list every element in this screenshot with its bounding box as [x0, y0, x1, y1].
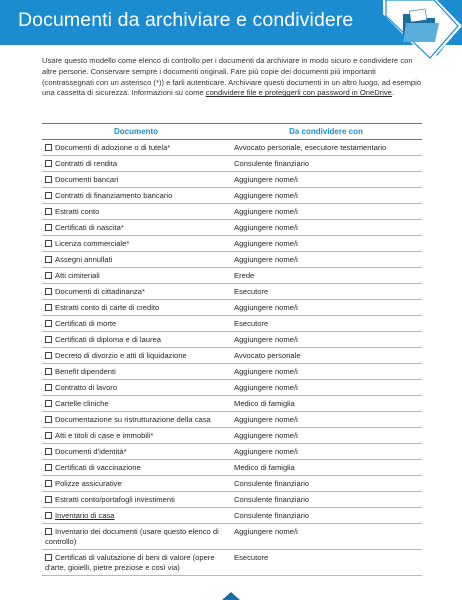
document-label: Atti e titoli di case e immobili*: [55, 431, 154, 440]
document-cell: [42, 236, 230, 252]
share-with-cell: Aggiungere nome/i: [230, 524, 422, 550]
page-marker-triangle: [222, 592, 240, 600]
share-with-cell: Aggiungere nome/i: [230, 412, 422, 428]
document-cell: [42, 252, 230, 268]
table-row: [42, 524, 422, 550]
document-cell: [42, 268, 230, 284]
intro-paragraph: [42, 56, 422, 99]
share-with-cell: Erede: [230, 268, 422, 284]
share-with-cell: Aggiungere nome/i: [230, 188, 422, 204]
table-row: [42, 508, 422, 524]
folder-icon: [355, 0, 462, 64]
column-header-share-with: Da condividere con: [230, 124, 422, 140]
document-cell: [42, 220, 230, 236]
table-row: [42, 188, 422, 204]
document-cell: [42, 476, 230, 492]
table-row: [42, 140, 422, 156]
table-row: [42, 268, 422, 284]
document-cell: [42, 396, 230, 412]
document-cell: [42, 380, 230, 396]
checkbox[interactable]: [45, 192, 52, 199]
document-cell: [42, 172, 230, 188]
document-label: Certificati di diploma e di laurea: [55, 335, 161, 344]
checkbox[interactable]: [45, 496, 52, 503]
table-row: [42, 204, 422, 220]
share-with-cell: Medico di famiglia: [230, 460, 422, 476]
checkbox[interactable]: [45, 224, 52, 231]
table-row: [42, 300, 422, 316]
share-with-cell: Aggiungere nome/i: [230, 364, 422, 380]
checkbox[interactable]: [45, 272, 52, 279]
checkbox[interactable]: [45, 336, 52, 343]
checkbox[interactable]: [45, 352, 52, 359]
checkbox[interactable]: [45, 528, 52, 535]
checkbox[interactable]: [45, 320, 52, 327]
table-row: [42, 428, 422, 444]
share-with-cell: Consulente finanziario: [230, 508, 422, 524]
share-with-cell: Esecutore: [230, 316, 422, 332]
table-row: [42, 550, 422, 576]
table-row: [42, 156, 422, 172]
table-row: [42, 380, 422, 396]
intro-text: Usare questo modello come elenco di controllo per i documenti da archiviare in modo sicuro e condividere con altre persone. Conservare sempre i documenti originali. Fare più copie dei documenti più importanti (contrassegnati con un asterisco (*)) e farli autenticare. Archiviare questi documenti in un altro luogo, ad esempio una cassetta di sicurezza. Informazioni su come: [42, 56, 422, 98]
share-with-cell: Aggiungere nome/i: [230, 220, 422, 236]
document-label: Certificati di valutazione di beni di valore (opere d'arte, gioielli, pietre preziose e così via): [45, 553, 215, 572]
table-row: [42, 492, 422, 508]
document-cell: [42, 444, 230, 460]
document-cell: [42, 364, 230, 380]
document-cell: [42, 348, 230, 364]
document-cell: [42, 156, 230, 172]
checkbox[interactable]: [45, 368, 52, 375]
document-cell: [42, 204, 230, 220]
document-label: Polizze assicurative: [55, 479, 122, 488]
checkbox[interactable]: [45, 144, 52, 151]
document-cell: [42, 524, 230, 550]
checkbox[interactable]: [45, 432, 52, 439]
document-label: Certificati di nascita*: [55, 223, 124, 232]
table-body: [42, 140, 422, 576]
share-with-cell: Esecutore: [230, 550, 422, 576]
table-row: [42, 220, 422, 236]
document-label: Contratto di lavoro: [55, 383, 118, 392]
document-cell: [42, 188, 230, 204]
share-with-cell: Consulente finanziario: [230, 492, 422, 508]
document-label: Contratti di finanziamento bancario: [55, 191, 173, 200]
share-with-cell: Aggiungere nome/i: [230, 236, 422, 252]
document-cell: [42, 140, 230, 156]
document-label: Documenti di adozione o di tutela*: [55, 143, 171, 152]
document-label: Decreto di divorzio e atti di liquidazione: [55, 351, 187, 360]
document-label[interactable]: Inventario di casa: [55, 511, 115, 520]
table-row: [42, 476, 422, 492]
document-cell: [42, 550, 230, 576]
table-row: [42, 236, 422, 252]
table-row: [42, 396, 422, 412]
document-label: Assegni annullati: [55, 255, 113, 264]
share-with-cell: Esecutore: [230, 284, 422, 300]
page-title: Documenti da archiviare e condividere: [18, 9, 354, 31]
onedrive-link[interactable]: condividere file e proteggerli con password in OneDrive: [205, 88, 392, 98]
document-label: Cartelle cliniche: [55, 399, 109, 408]
share-with-cell: Aggiungere nome/i: [230, 380, 422, 396]
document-cell: [42, 316, 230, 332]
document-cell: [42, 284, 230, 300]
checkbox[interactable]: [45, 554, 52, 561]
document-label: Licenza commerciale*: [55, 239, 130, 248]
table-header-row: [42, 124, 422, 140]
document-label: Estratti conto: [55, 207, 100, 216]
documents-table: [42, 123, 422, 576]
column-header-document: Documento: [42, 124, 230, 140]
share-with-cell: Medico di famiglia: [230, 396, 422, 412]
document-cell: [42, 412, 230, 428]
share-with-cell: Aggiungere nome/i: [230, 332, 422, 348]
share-with-cell: Consulente finanziario: [230, 156, 422, 172]
table-row: [42, 444, 422, 460]
checkbox[interactable]: [45, 240, 52, 247]
table-row: [42, 316, 422, 332]
share-with-cell: Aggiungere nome/i: [230, 204, 422, 220]
table-row: [42, 284, 422, 300]
share-with-cell: Aggiungere nome/i: [230, 300, 422, 316]
checkbox[interactable]: [45, 480, 52, 487]
document-label: Documentazione su ristrutturazione della casa: [55, 415, 211, 424]
document-label: Certificati di vaccinazione: [55, 463, 141, 472]
checkbox[interactable]: [45, 512, 52, 519]
document-label: Documenti bancari: [55, 175, 119, 184]
checkbox[interactable]: [45, 208, 52, 215]
checkbox[interactable]: [45, 304, 52, 311]
document-cell: [42, 428, 230, 444]
table-row: [42, 332, 422, 348]
share-with-cell: Aggiungere nome/i: [230, 252, 422, 268]
share-with-cell: Aggiungere nome/i: [230, 172, 422, 188]
table-row: [42, 364, 422, 380]
document-cell: [42, 332, 230, 348]
table-row: [42, 460, 422, 476]
checkbox[interactable]: [45, 384, 52, 391]
checkbox[interactable]: [45, 400, 52, 407]
intro-end: .: [391, 88, 395, 98]
document-label: Estratti conto di carte di credito: [55, 303, 160, 312]
checkbox[interactable]: [45, 448, 52, 455]
checkbox[interactable]: [45, 464, 52, 471]
checkbox[interactable]: [45, 416, 52, 423]
document-label: Benefit dipendenti: [55, 367, 116, 376]
checkbox[interactable]: [45, 160, 52, 167]
document-label: Contratti di rendita: [55, 159, 118, 168]
share-with-cell: Avvocato personale, esecutore testamentario: [230, 140, 422, 156]
table-row: [42, 412, 422, 428]
document-cell: [42, 300, 230, 316]
document-label: Atti cimiteriali: [55, 271, 100, 280]
table-row: [42, 172, 422, 188]
share-with-cell: Avvocato personale: [230, 348, 422, 364]
checkbox[interactable]: [45, 176, 52, 183]
document-cell: [42, 492, 230, 508]
document-label: Documenti di cittadinanza*: [55, 287, 145, 296]
document-cell: [42, 508, 230, 524]
document-label: Estratti conto/portafogli investimenti: [55, 495, 175, 504]
document-label: Certificati di morte: [55, 319, 117, 328]
table-row: [42, 252, 422, 268]
table-row: [42, 348, 422, 364]
checkbox[interactable]: [45, 256, 52, 263]
document-label: Inventario dei documenti (usare questo elenco di controllo): [45, 527, 219, 546]
share-with-cell: Aggiungere nome/i: [230, 444, 422, 460]
share-with-cell: Consulente finanziario: [230, 476, 422, 492]
document-label: Documenti d'identità*: [55, 447, 127, 456]
document-cell: [42, 460, 230, 476]
checkbox[interactable]: [45, 288, 52, 295]
share-with-cell: Aggiungere nome/i: [230, 428, 422, 444]
